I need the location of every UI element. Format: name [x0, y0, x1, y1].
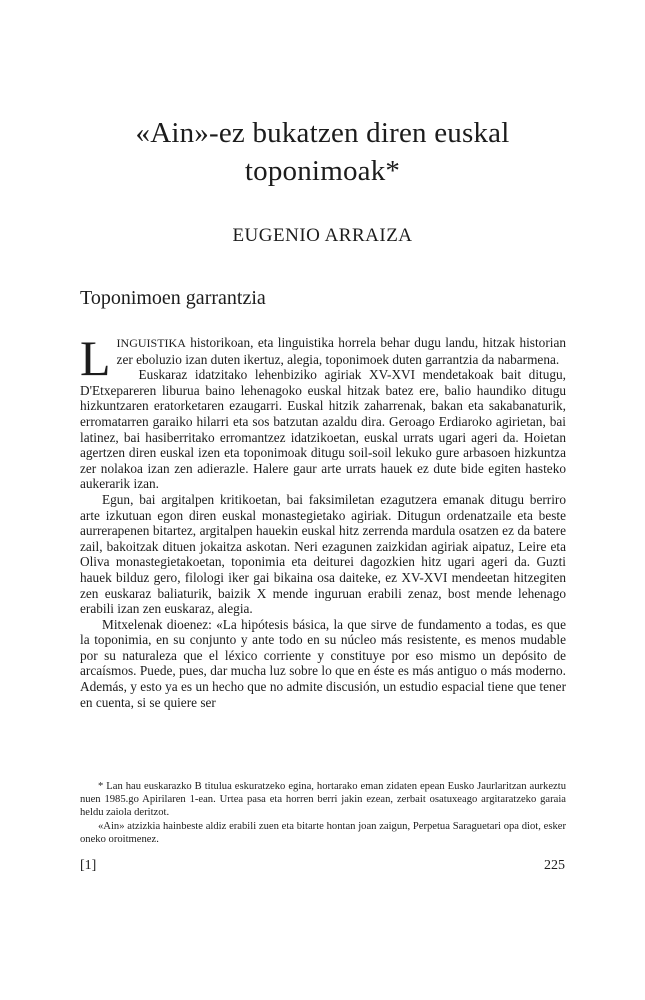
paragraph-1-text: historikoan, eta linguistika horrela behar dugu landu, hitzak historian zer eboluzio izan duten ikertuz, alegia, toponimoek duten garrantzia da nabarmena. [116, 335, 566, 367]
title-line-2: toponimoak* [244, 155, 401, 187]
section-heading: Toponimoen garrantzia [80, 287, 266, 309]
title-line-1: «Ain»-ez bukatzen diren euskal [135, 117, 510, 149]
article-body [80, 330, 566, 710]
paragraph-2: Euskaraz idatzitako lehenbiziko agiriak XV-XVI mendetakoak bait ditugu, D'Etxepareren liburua baino lehenagoko euskal hitzak batez ere, balio haundiko ditugu hizkuntzaren eratorketaren ezaugarri. Euskal hitzik zaharrenak, bakan eta sakabanaturik, erromatarren garaiko hilarri eta sos batzutan azaldu dira. Geroago Erdiaroko agirietan, bai latinez, bai hasiberritako erromantzez idatzikoetan, euskal urrats ugari ageri da. Hoietan agertzen diren euskal izen eta toponimoak ditugu soil-soil lekuko gure arbasoen hizkuntza zer nolakoa izan zen adierazle. Halere gaur arte urrats hauek ez dute bide egiten hasteko aukerarik izan. [80, 367, 566, 492]
article-title [60, 114, 585, 190]
author-name: EUGENIO ARRAIZA [232, 225, 413, 246]
footnote-2: «Ain» atzizkia hainbeste aldiz erabili zuen eta bitarte hontan joan zaigun, Perpetua Saraguetari opa diot, esker oneko oroitmenez. [80, 820, 566, 845]
paragraph-1-smallcaps: INGUISTIKA [116, 336, 186, 350]
paragraph-3: Egun, bai argitalpen kritikoetan, bai faksimiletan ezagutzera emanak ditugu berriro arte izkutuan egon diren euskal monastegietako agiriak. Ditugun ordenatzaile eta beste aurrerapenen bitartez, argitalpen hauekin euskal hitz zerrenda mardula osatzen ez da batere zail, bakoitzak dituen jokaitza askotan. Neri ezagunen zaizkidan agiriak aipatuz, Leire eta Oliva monastegietakoetan, toponimia eta deiturei dagozkien hitz ugari ageri da. Guzti hauek bilduz gero, filologi iker gai bikaina osa daiteke, ez XV-XVI mendeetan hitzegiten zen euskaraz baliaturik, baizik X mende inguruan erabili zenaz, bost mende lehenago erabili izan zen euskaraz, alegia. [80, 491, 566, 617]
page-label: [1] [80, 858, 97, 873]
paragraph-4: Mitxelenak dioenez: «La hipótesis básica, la que sirve de fundamento a todas, es que la toponimia, en su conjunto y ante todo en su núcleo más resistente, es menos mudable por su naturaleza que el léxico corriente y constituye por eso mismo un depósito de arcaísmos. Puede, pues, dar mucha luz sobre lo que en éste es más antiguo o más moderno. Además, y esto ya es un hecho que no admite discusión, un estudio espacial tiene que tener en cuenta, si se quiere ser [80, 616, 566, 710]
footnote-1: * Lan hau euskarazko B titulua eskuratzeko egina, hortarako eman zidaten epean Eusko Jaurlaritzan aurkeztu nuen 1985.go Apirilaren 1-ean. Urtea pasa eta horren berri jakin ezean, zerbait osatuxeago argitaratzeko garaia heldu zaiola deritzot. [80, 781, 566, 819]
footnotes [80, 780, 566, 846]
page-number: 225 [544, 858, 565, 873]
drop-cap: L [80, 330, 111, 386]
paragraph-1 [80, 330, 566, 386]
